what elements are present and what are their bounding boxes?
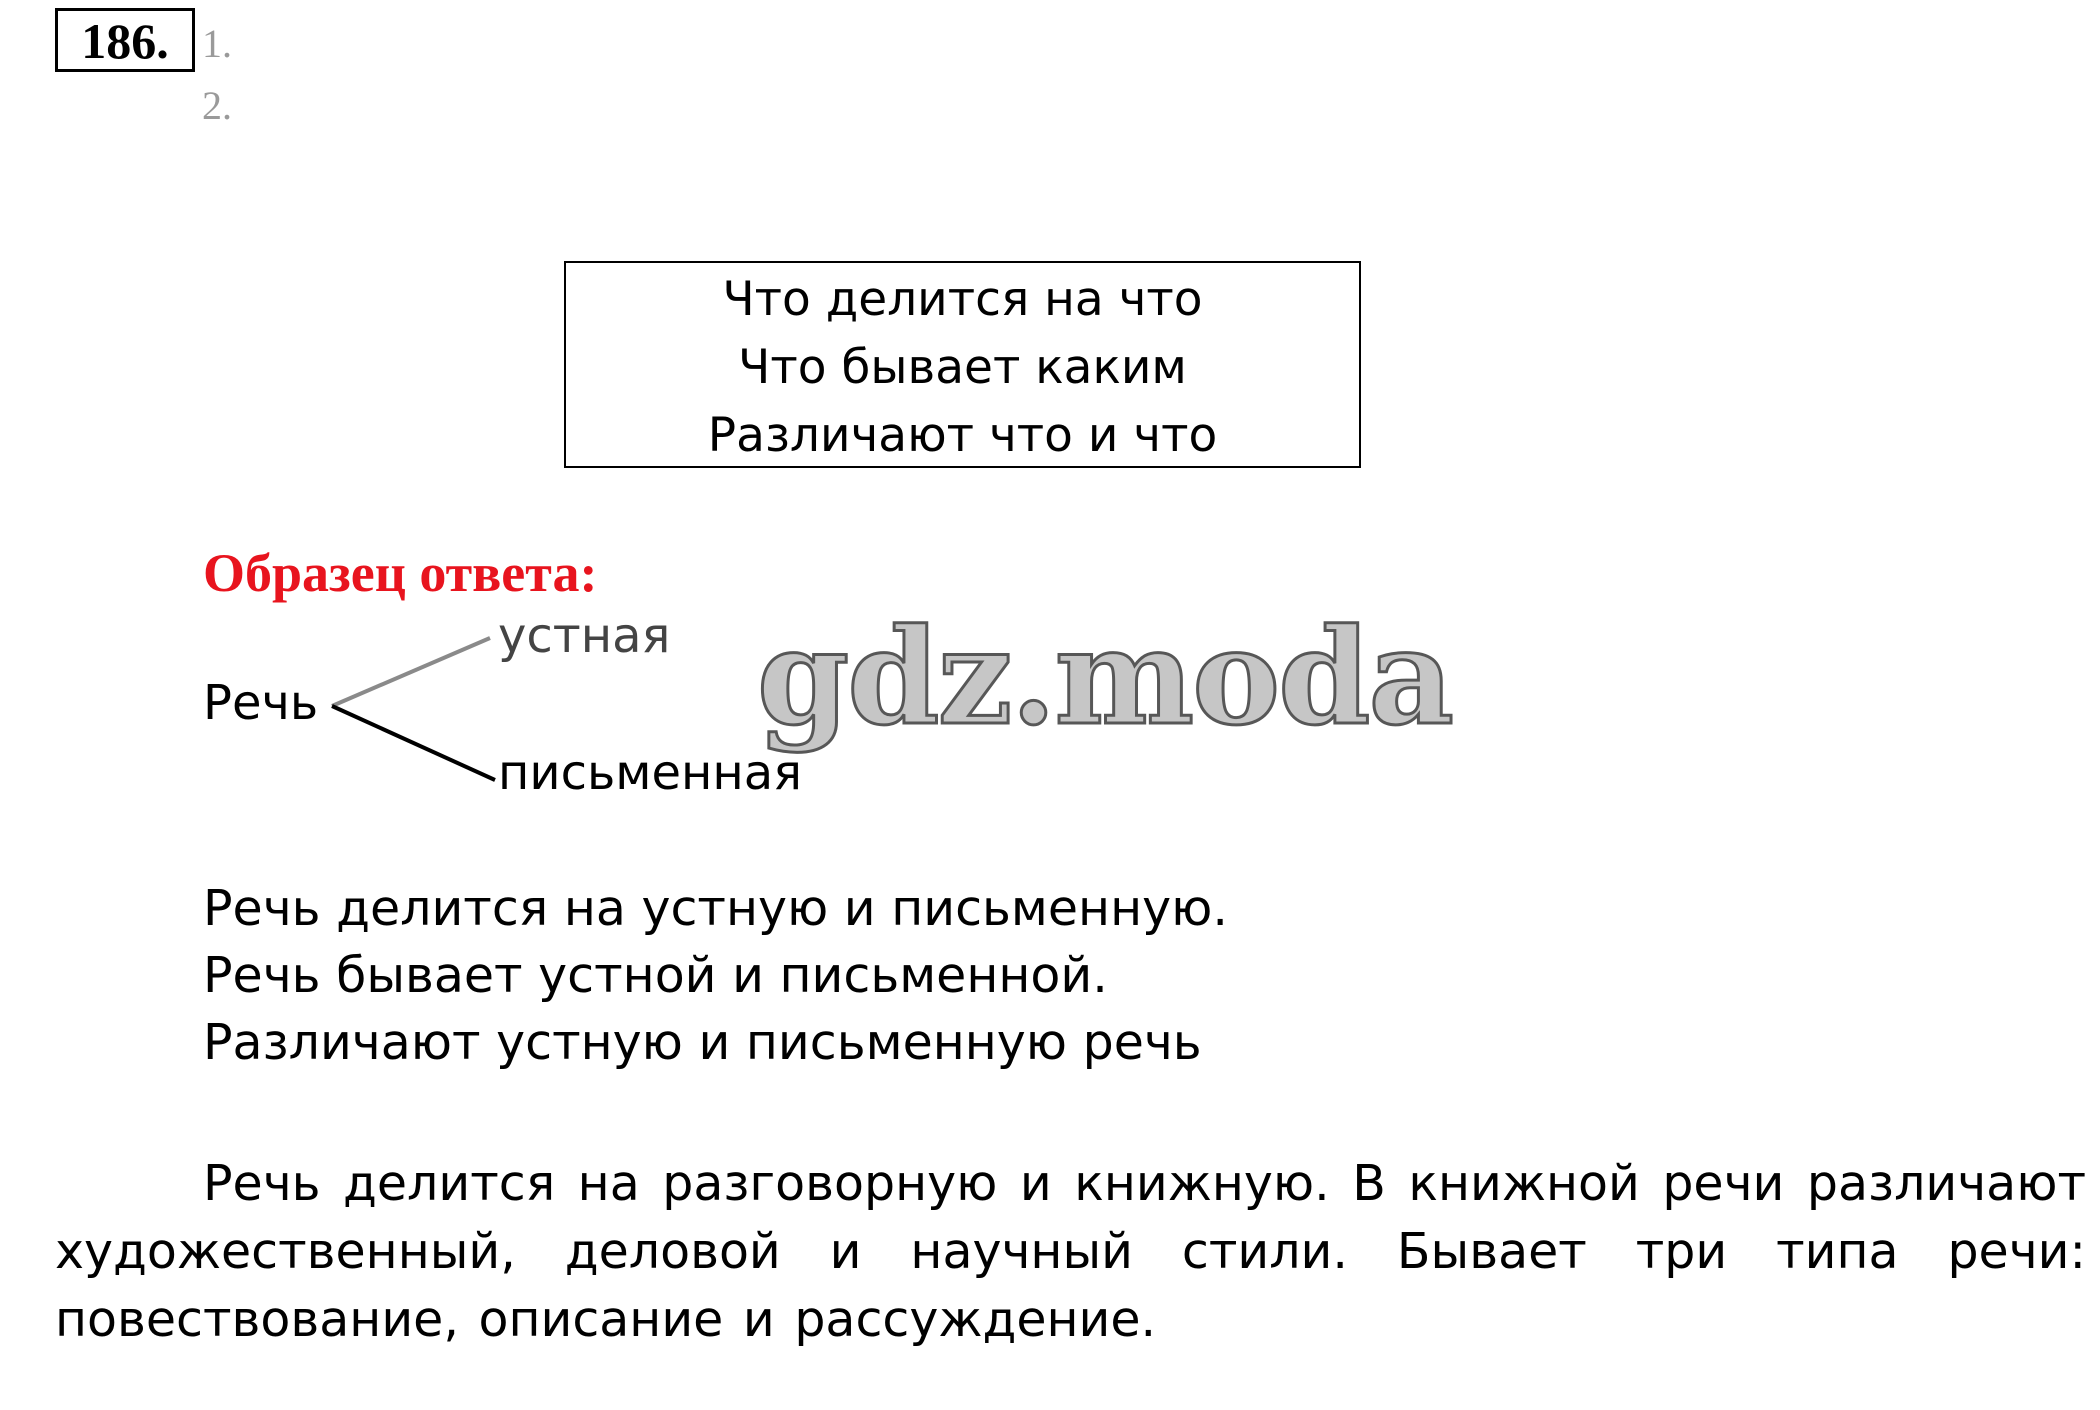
subitem-2: 2. — [202, 83, 232, 128]
phrase-line-1: Что делится на что — [722, 272, 1203, 327]
scheme-branch-top: устная — [498, 608, 671, 664]
answer-line-1: Речь делится на устную и письменную. — [203, 880, 1228, 937]
branch-line-bottom — [332, 706, 495, 780]
scheme-root: Речь — [203, 675, 319, 731]
subitem-1: 1. — [202, 21, 232, 66]
phrase-line-3: Различают что и что — [707, 408, 1218, 463]
answer-line-3: Различают устную и письменную речь — [203, 1014, 1202, 1071]
branch-line-top — [332, 638, 490, 706]
scheme-branch-bottom: письменная — [498, 745, 803, 801]
phrase-line-2: Что бывает каким — [738, 340, 1187, 395]
answer-paragraph: Речь делится на разговорную и книжную. В книжной речи различают художественный, деловой и научный стили. Бывает три типа речи: повествование, описание и рассуждение. — [55, 1155, 2086, 1348]
answer-line-2: Речь бывает устной и письменной. — [203, 947, 1108, 1004]
watermark-logo: gdz.moda — [757, 600, 1453, 755]
task-number: 186. — [55, 8, 195, 72]
sample-answer-title: Образец ответа: — [203, 543, 598, 603]
